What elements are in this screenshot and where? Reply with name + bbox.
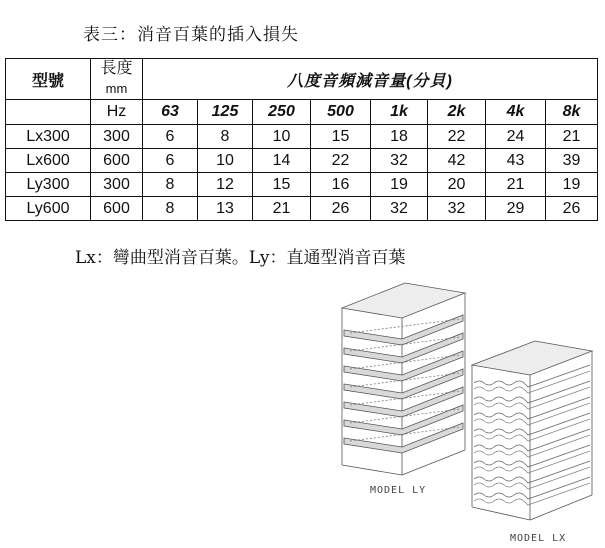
note-ly-code: Ly <box>248 248 270 268</box>
header-hz: Hz <box>91 100 143 125</box>
label-model-ly: MODEL LY <box>370 485 427 496</box>
cell-value: 8 <box>143 173 198 197</box>
cell-value: 15 <box>311 125 371 149</box>
band-1k: 1k <box>371 100 428 125</box>
cell-value: 26 <box>311 197 371 221</box>
cell-value: 29 <box>486 197 546 221</box>
cell-value: 22 <box>311 149 371 173</box>
label-model-lx: MODEL LX <box>510 533 567 544</box>
cell-value: 19 <box>371 173 428 197</box>
cell-value: 8 <box>143 197 198 221</box>
band-250: 250 <box>253 100 311 125</box>
cell-value: 24 <box>486 125 546 149</box>
row-length: 600 <box>91 149 143 173</box>
header-model: 型號 <box>6 59 91 100</box>
table-row <box>6 149 598 173</box>
legend-note <box>75 243 406 268</box>
row-model: Lx600 <box>6 149 91 173</box>
cell-value: 16 <box>311 173 371 197</box>
row-model: Ly300 <box>6 173 91 197</box>
cell-value: 12 <box>198 173 253 197</box>
cell-value: 43 <box>486 149 546 173</box>
model-ly-illustration <box>342 283 465 475</box>
header-length <box>91 59 143 100</box>
band-8k: 8k <box>546 100 598 125</box>
cell-value: 39 <box>546 149 598 173</box>
cell-value: 8 <box>198 125 253 149</box>
row-length: 600 <box>91 197 143 221</box>
cell-value: 15 <box>253 173 311 197</box>
cell-value: 32 <box>371 197 428 221</box>
table-row <box>6 197 598 221</box>
band-2k: 2k <box>428 100 486 125</box>
row-length: 300 <box>91 173 143 197</box>
cell-value: 6 <box>143 149 198 173</box>
band-63: 63 <box>143 100 198 125</box>
cell-value: 13 <box>198 197 253 221</box>
row-model: Lx300 <box>6 125 91 149</box>
cell-value: 42 <box>428 149 486 173</box>
header-model-blank <box>6 100 91 125</box>
note-lx-code: Lx <box>75 248 96 268</box>
cell-value: 21 <box>486 173 546 197</box>
table-title: 表三：消音百葉的插入損失 <box>83 25 299 45</box>
note-ly-desc: ：直通型消音百葉 <box>269 248 406 268</box>
cell-value: 19 <box>546 173 598 197</box>
table-row <box>6 125 598 149</box>
row-model: Ly600 <box>6 197 91 221</box>
cell-value: 10 <box>198 149 253 173</box>
cell-value: 26 <box>546 197 598 221</box>
row-length: 300 <box>91 125 143 149</box>
cell-value: 14 <box>253 149 311 173</box>
cell-value: 32 <box>428 197 486 221</box>
band-125: 125 <box>198 100 253 125</box>
header-length-label: 長度 <box>100 60 133 77</box>
model-lx-illustration <box>472 341 592 520</box>
band-4k: 4k <box>486 100 546 125</box>
louver-drawing <box>330 275 600 548</box>
cell-value: 32 <box>371 149 428 173</box>
cell-value: 6 <box>143 125 198 149</box>
band-500: 500 <box>311 100 371 125</box>
table-row <box>6 173 598 197</box>
header-octave: 八度音頻減音量(分貝) <box>143 59 598 100</box>
cell-value: 18 <box>371 125 428 149</box>
note-lx-desc: ：彎曲型消音百葉。 <box>95 248 249 268</box>
cell-value: 20 <box>428 173 486 197</box>
attenuation-table <box>5 58 598 221</box>
cell-value: 22 <box>428 125 486 149</box>
cell-value: 21 <box>546 125 598 149</box>
cell-value: 10 <box>253 125 311 149</box>
cell-value: 21 <box>253 197 311 221</box>
header-length-unit: mm <box>105 81 128 96</box>
